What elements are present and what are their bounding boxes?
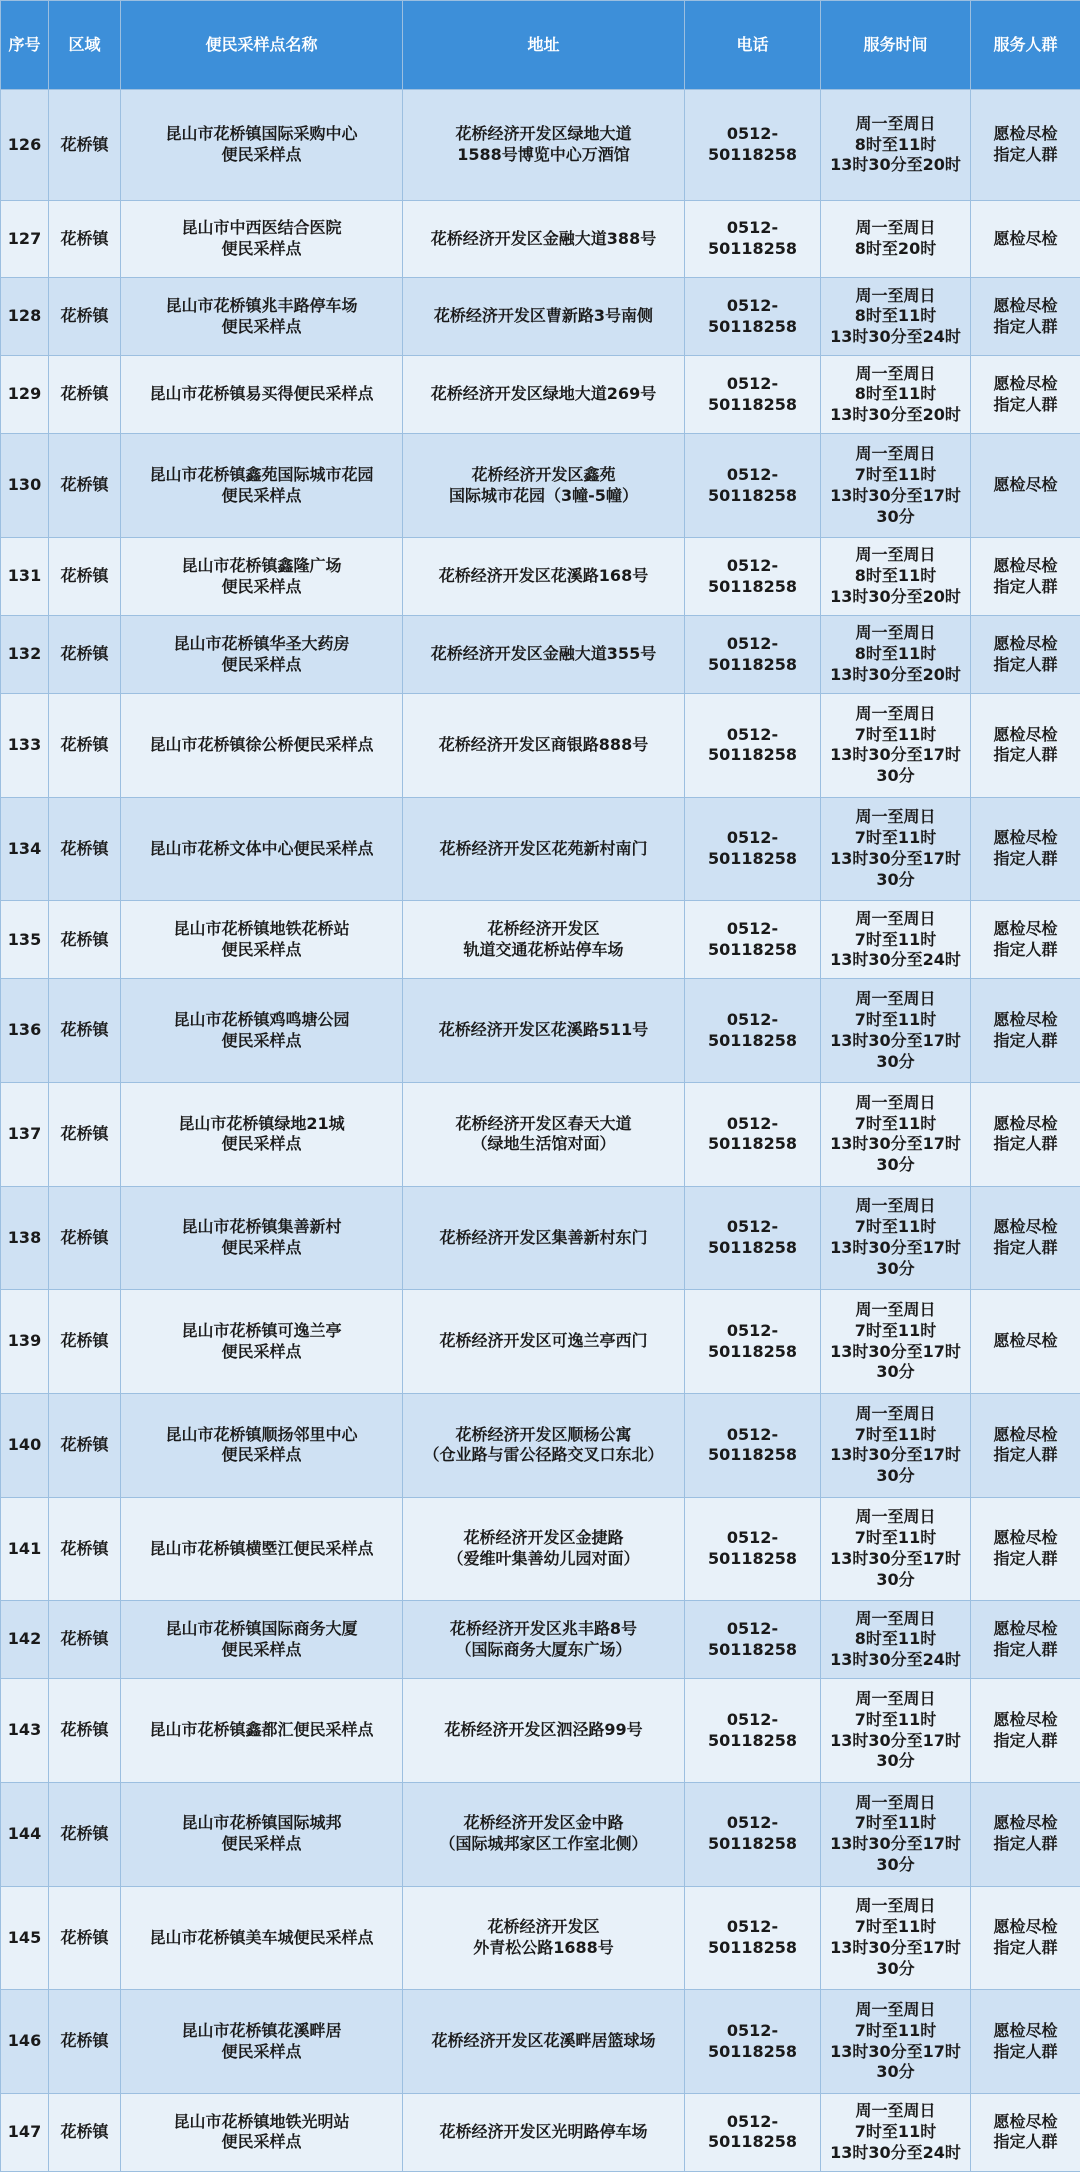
cell-phone: 0512-50118258	[685, 278, 821, 356]
cell-index: 144	[1, 1782, 49, 1886]
cell-phone: 0512-50118258	[685, 90, 821, 201]
cell-service-hours: 周一至周日 7时至11时 13时30分至17时 30分	[821, 434, 971, 538]
cell-index: 140	[1, 1393, 49, 1497]
header-service-group: 服务人群	[971, 1, 1080, 90]
cell-area: 花桥镇	[49, 278, 121, 356]
cell-address: 花桥经济开发区鑫苑 国际城市花园（3幢-5幢）	[403, 434, 685, 538]
table-row	[1, 1083, 1080, 1187]
cell-service-group: 愿检尽检 指定人群	[971, 1990, 1080, 2094]
cell-area: 花桥镇	[49, 1990, 121, 2094]
cell-index: 143	[1, 1679, 49, 1783]
cell-service-group: 愿检尽检 指定人群	[971, 90, 1080, 201]
header-service-hours: 服务时间	[821, 1, 971, 90]
cell-site-name: 昆山市花桥镇地铁光明站 便民采样点	[121, 2093, 403, 2171]
cell-address: 花桥经济开发区金融大道388号	[403, 200, 685, 278]
cell-phone: 0512-50118258	[685, 1990, 821, 2094]
cell-service-hours: 周一至周日 8时至11时 13时30分至20时	[821, 90, 971, 201]
cell-area: 花桥镇	[49, 1083, 121, 1187]
table-row	[1, 616, 1080, 694]
cell-phone: 0512-50118258	[685, 1186, 821, 1290]
cell-service-group: 愿检尽检 指定人群	[971, 278, 1080, 356]
cell-index: 135	[1, 901, 49, 979]
cell-service-hours: 周一至周日 7时至11时 13时30分至17时 30分	[821, 1393, 971, 1497]
cell-area: 花桥镇	[49, 616, 121, 694]
header-index: 序号	[1, 1, 49, 90]
cell-service-hours: 周一至周日 8时至11时 13时30分至20时	[821, 356, 971, 434]
cell-service-group: 愿检尽检 指定人群	[971, 979, 1080, 1083]
cell-address: 花桥经济开发区 外青松公路1688号	[403, 1886, 685, 1990]
cell-index: 132	[1, 616, 49, 694]
table-row	[1, 797, 1080, 901]
cell-area: 花桥镇	[49, 1886, 121, 1990]
cell-index: 136	[1, 979, 49, 1083]
cell-service-group: 愿检尽检 指定人群	[971, 694, 1080, 798]
header-address: 地址	[403, 1, 685, 90]
cell-site-name: 昆山市花桥镇鑫苑国际城市花园 便民采样点	[121, 434, 403, 538]
cell-area: 花桥镇	[49, 2093, 121, 2171]
cell-site-name: 昆山市花桥镇易买得便民采样点	[121, 356, 403, 434]
table-row	[1, 90, 1080, 201]
cell-site-name: 昆山市花桥镇鑫都汇便民采样点	[121, 1679, 403, 1783]
cell-service-hours: 周一至周日 7时至11时 13时30分至17时 30分	[821, 1990, 971, 2094]
cell-area: 花桥镇	[49, 901, 121, 979]
table-header-row	[1, 1, 1080, 90]
cell-site-name: 昆山市花桥镇花溪畔居 便民采样点	[121, 1990, 403, 2094]
cell-site-name: 昆山市花桥镇横塈江便民采样点	[121, 1497, 403, 1601]
cell-area: 花桥镇	[49, 90, 121, 201]
cell-service-hours: 周一至周日 7时至11时 13时30分至24时	[821, 2093, 971, 2171]
cell-site-name: 昆山市花桥镇鸡鸣塘公园 便民采样点	[121, 979, 403, 1083]
table-row	[1, 1990, 1080, 2094]
cell-service-group: 愿检尽检 指定人群	[971, 797, 1080, 901]
header-area: 区域	[49, 1, 121, 90]
table-row	[1, 200, 1080, 278]
cell-phone: 0512-50118258	[685, 797, 821, 901]
table-row	[1, 538, 1080, 616]
cell-index: 137	[1, 1083, 49, 1187]
cell-site-name: 昆山市花桥镇兆丰路停车场 便民采样点	[121, 278, 403, 356]
cell-service-group: 愿检尽检 指定人群	[971, 356, 1080, 434]
table-row	[1, 278, 1080, 356]
table-row	[1, 1497, 1080, 1601]
cell-site-name: 昆山市花桥镇地铁花桥站 便民采样点	[121, 901, 403, 979]
cell-area: 花桥镇	[49, 200, 121, 278]
cell-area: 花桥镇	[49, 434, 121, 538]
cell-service-hours: 周一至周日 7时至11时 13时30分至24时	[821, 901, 971, 979]
cell-address: 花桥经济开发区绿地大道 1588号博览中心万酒馆	[403, 90, 685, 201]
cell-service-group: 愿检尽检 指定人群	[971, 1679, 1080, 1783]
cell-address: 花桥经济开发区花溪畔居篮球场	[403, 1990, 685, 2094]
cell-phone: 0512-50118258	[685, 979, 821, 1083]
cell-index: 133	[1, 694, 49, 798]
cell-address: 花桥经济开发区兆丰路8号 （国际商务大厦东广场）	[403, 1601, 685, 1679]
cell-address: 花桥经济开发区花溪路511号	[403, 979, 685, 1083]
cell-area: 花桥镇	[49, 538, 121, 616]
cell-site-name: 昆山市花桥镇集善新村 便民采样点	[121, 1186, 403, 1290]
cell-phone: 0512-50118258	[685, 1393, 821, 1497]
header-site-name: 便民采样点名称	[121, 1, 403, 90]
cell-phone: 0512-50118258	[685, 356, 821, 434]
cell-index: 141	[1, 1497, 49, 1601]
cell-service-group: 愿检尽检 指定人群	[971, 1601, 1080, 1679]
cell-service-hours: 周一至周日 8时至11时 13时30分至24时	[821, 278, 971, 356]
table-row	[1, 1886, 1080, 1990]
cell-index: 138	[1, 1186, 49, 1290]
cell-service-hours: 周一至周日 7时至11时 13时30分至17时 30分	[821, 1679, 971, 1783]
cell-area: 花桥镇	[49, 979, 121, 1083]
cell-service-hours: 周一至周日 7时至11时 13时30分至17时 30分	[821, 1497, 971, 1601]
cell-area: 花桥镇	[49, 1679, 121, 1783]
cell-site-name: 昆山市花桥镇美车城便民采样点	[121, 1886, 403, 1990]
cell-service-group: 愿检尽检	[971, 434, 1080, 538]
table-row	[1, 1393, 1080, 1497]
cell-index: 146	[1, 1990, 49, 2094]
cell-area: 花桥镇	[49, 1290, 121, 1394]
cell-service-hours: 周一至周日 8时至11时 13时30分至24时	[821, 1601, 971, 1679]
cell-phone: 0512-50118258	[685, 1083, 821, 1187]
cell-index: 128	[1, 278, 49, 356]
cell-service-group: 愿检尽检 指定人群	[971, 1497, 1080, 1601]
cell-address: 花桥经济开发区金捷路 （爱维叶集善幼儿园对面）	[403, 1497, 685, 1601]
cell-area: 花桥镇	[49, 1186, 121, 1290]
cell-site-name: 昆山市花桥镇绿地21城 便民采样点	[121, 1083, 403, 1187]
cell-phone: 0512-50118258	[685, 901, 821, 979]
cell-service-group: 愿检尽检 指定人群	[971, 538, 1080, 616]
cell-phone: 0512-50118258	[685, 1601, 821, 1679]
cell-phone: 0512-50118258	[685, 1679, 821, 1783]
header-phone: 电话	[685, 1, 821, 90]
cell-service-group: 愿检尽检 指定人群	[971, 1186, 1080, 1290]
cell-service-hours: 周一至周日 7时至11时 13时30分至17时 30分	[821, 1886, 971, 1990]
cell-address: 花桥经济开发区可逸兰亭西门	[403, 1290, 685, 1394]
cell-area: 花桥镇	[49, 1393, 121, 1497]
cell-address: 花桥经济开发区集善新村东门	[403, 1186, 685, 1290]
cell-address: 花桥经济开发区曹新路3号南侧	[403, 278, 685, 356]
cell-service-group: 愿检尽检 指定人群	[971, 1083, 1080, 1187]
cell-service-hours: 周一至周日 7时至11时 13时30分至17时 30分	[821, 1290, 971, 1394]
table-row	[1, 979, 1080, 1083]
cell-phone: 0512-50118258	[685, 200, 821, 278]
table-row	[1, 1601, 1080, 1679]
cell-index: 139	[1, 1290, 49, 1394]
cell-index: 142	[1, 1601, 49, 1679]
cell-index: 147	[1, 2093, 49, 2171]
cell-address: 花桥经济开发区花苑新村南门	[403, 797, 685, 901]
cell-service-group: 愿检尽检 指定人群	[971, 616, 1080, 694]
cell-service-group: 愿检尽检	[971, 200, 1080, 278]
cell-area: 花桥镇	[49, 694, 121, 798]
cell-address: 花桥经济开发区 轨道交通花桥站停车场	[403, 901, 685, 979]
cell-index: 145	[1, 1886, 49, 1990]
cell-phone: 0512-50118258	[685, 1886, 821, 1990]
table-row	[1, 1186, 1080, 1290]
cell-service-hours: 周一至周日 7时至11时 13时30分至17时 30分	[821, 1186, 971, 1290]
cell-service-group: 愿检尽检 指定人群	[971, 1393, 1080, 1497]
table-row	[1, 694, 1080, 798]
cell-service-group: 愿检尽检	[971, 1290, 1080, 1394]
cell-phone: 0512-50118258	[685, 2093, 821, 2171]
cell-site-name: 昆山市中西医结合医院 便民采样点	[121, 200, 403, 278]
cell-index: 127	[1, 200, 49, 278]
cell-address: 花桥经济开发区商银路888号	[403, 694, 685, 798]
cell-phone: 0512-50118258	[685, 694, 821, 798]
cell-address: 花桥经济开发区绿地大道269号	[403, 356, 685, 434]
cell-service-group: 愿检尽检 指定人群	[971, 1782, 1080, 1886]
cell-phone: 0512-50118258	[685, 1782, 821, 1886]
table-row	[1, 1679, 1080, 1783]
table-row	[1, 1290, 1080, 1394]
cell-area: 花桥镇	[49, 1601, 121, 1679]
cell-address: 花桥经济开发区金融大道355号	[403, 616, 685, 694]
cell-area: 花桥镇	[49, 1782, 121, 1886]
cell-service-hours: 周一至周日 7时至11时 13时30分至17时 30分	[821, 1782, 971, 1886]
cell-service-group: 愿检尽检 指定人群	[971, 901, 1080, 979]
cell-phone: 0512-50118258	[685, 1290, 821, 1394]
cell-service-hours: 周一至周日 7时至11时 13时30分至17时 30分	[821, 797, 971, 901]
cell-index: 129	[1, 356, 49, 434]
cell-site-name: 昆山市花桥镇国际采购中心 便民采样点	[121, 90, 403, 201]
cell-address: 花桥经济开发区光明路停车场	[403, 2093, 685, 2171]
cell-index: 130	[1, 434, 49, 538]
cell-site-name: 昆山市花桥文体中心便民采样点	[121, 797, 403, 901]
cell-address: 花桥经济开发区花溪路168号	[403, 538, 685, 616]
table-row	[1, 434, 1080, 538]
cell-phone: 0512-50118258	[685, 434, 821, 538]
cell-site-name: 昆山市花桥镇徐公桥便民采样点	[121, 694, 403, 798]
cell-service-hours: 周一至周日 8时至11时 13时30分至20时	[821, 616, 971, 694]
cell-phone: 0512-50118258	[685, 616, 821, 694]
cell-service-hours: 周一至周日 8时至11时 13时30分至20时	[821, 538, 971, 616]
table-row	[1, 2093, 1080, 2171]
cell-address: 花桥经济开发区顺杨公寓 （仓业路与雷公径路交叉口东北）	[403, 1393, 685, 1497]
cell-address: 花桥经济开发区金中路 （国际城邦家区工作室北侧）	[403, 1782, 685, 1886]
cell-service-hours: 周一至周日 7时至11时 13时30分至17时 30分	[821, 1083, 971, 1187]
cell-area: 花桥镇	[49, 1497, 121, 1601]
cell-service-hours: 周一至周日 7时至11时 13时30分至17时 30分	[821, 694, 971, 798]
cell-service-group: 愿检尽检 指定人群	[971, 1886, 1080, 1990]
table-row	[1, 356, 1080, 434]
cell-phone: 0512-50118258	[685, 538, 821, 616]
cell-phone: 0512-50118258	[685, 1497, 821, 1601]
cell-site-name: 昆山市花桥镇鑫隆广场 便民采样点	[121, 538, 403, 616]
cell-site-name: 昆山市花桥镇国际城邦 便民采样点	[121, 1782, 403, 1886]
cell-address: 花桥经济开发区泗泾路99号	[403, 1679, 685, 1783]
cell-service-group: 愿检尽检 指定人群	[971, 2093, 1080, 2171]
cell-area: 花桥镇	[49, 797, 121, 901]
cell-site-name: 昆山市花桥镇国际商务大厦 便民采样点	[121, 1601, 403, 1679]
table-row	[1, 901, 1080, 979]
cell-service-hours: 周一至周日 7时至11时 13时30分至17时 30分	[821, 979, 971, 1083]
cell-site-name: 昆山市花桥镇可逸兰亭 便民采样点	[121, 1290, 403, 1394]
cell-index: 134	[1, 797, 49, 901]
cell-service-hours: 周一至周日 8时至20时	[821, 200, 971, 278]
cell-index: 126	[1, 90, 49, 201]
table-row	[1, 1782, 1080, 1886]
cell-address: 花桥经济开发区春天大道 （绿地生活馆对面）	[403, 1083, 685, 1187]
cell-site-name: 昆山市花桥镇华圣大药房 便民采样点	[121, 616, 403, 694]
cell-index: 131	[1, 538, 49, 616]
cell-area: 花桥镇	[49, 356, 121, 434]
cell-site-name: 昆山市花桥镇顺扬邻里中心 便民采样点	[121, 1393, 403, 1497]
